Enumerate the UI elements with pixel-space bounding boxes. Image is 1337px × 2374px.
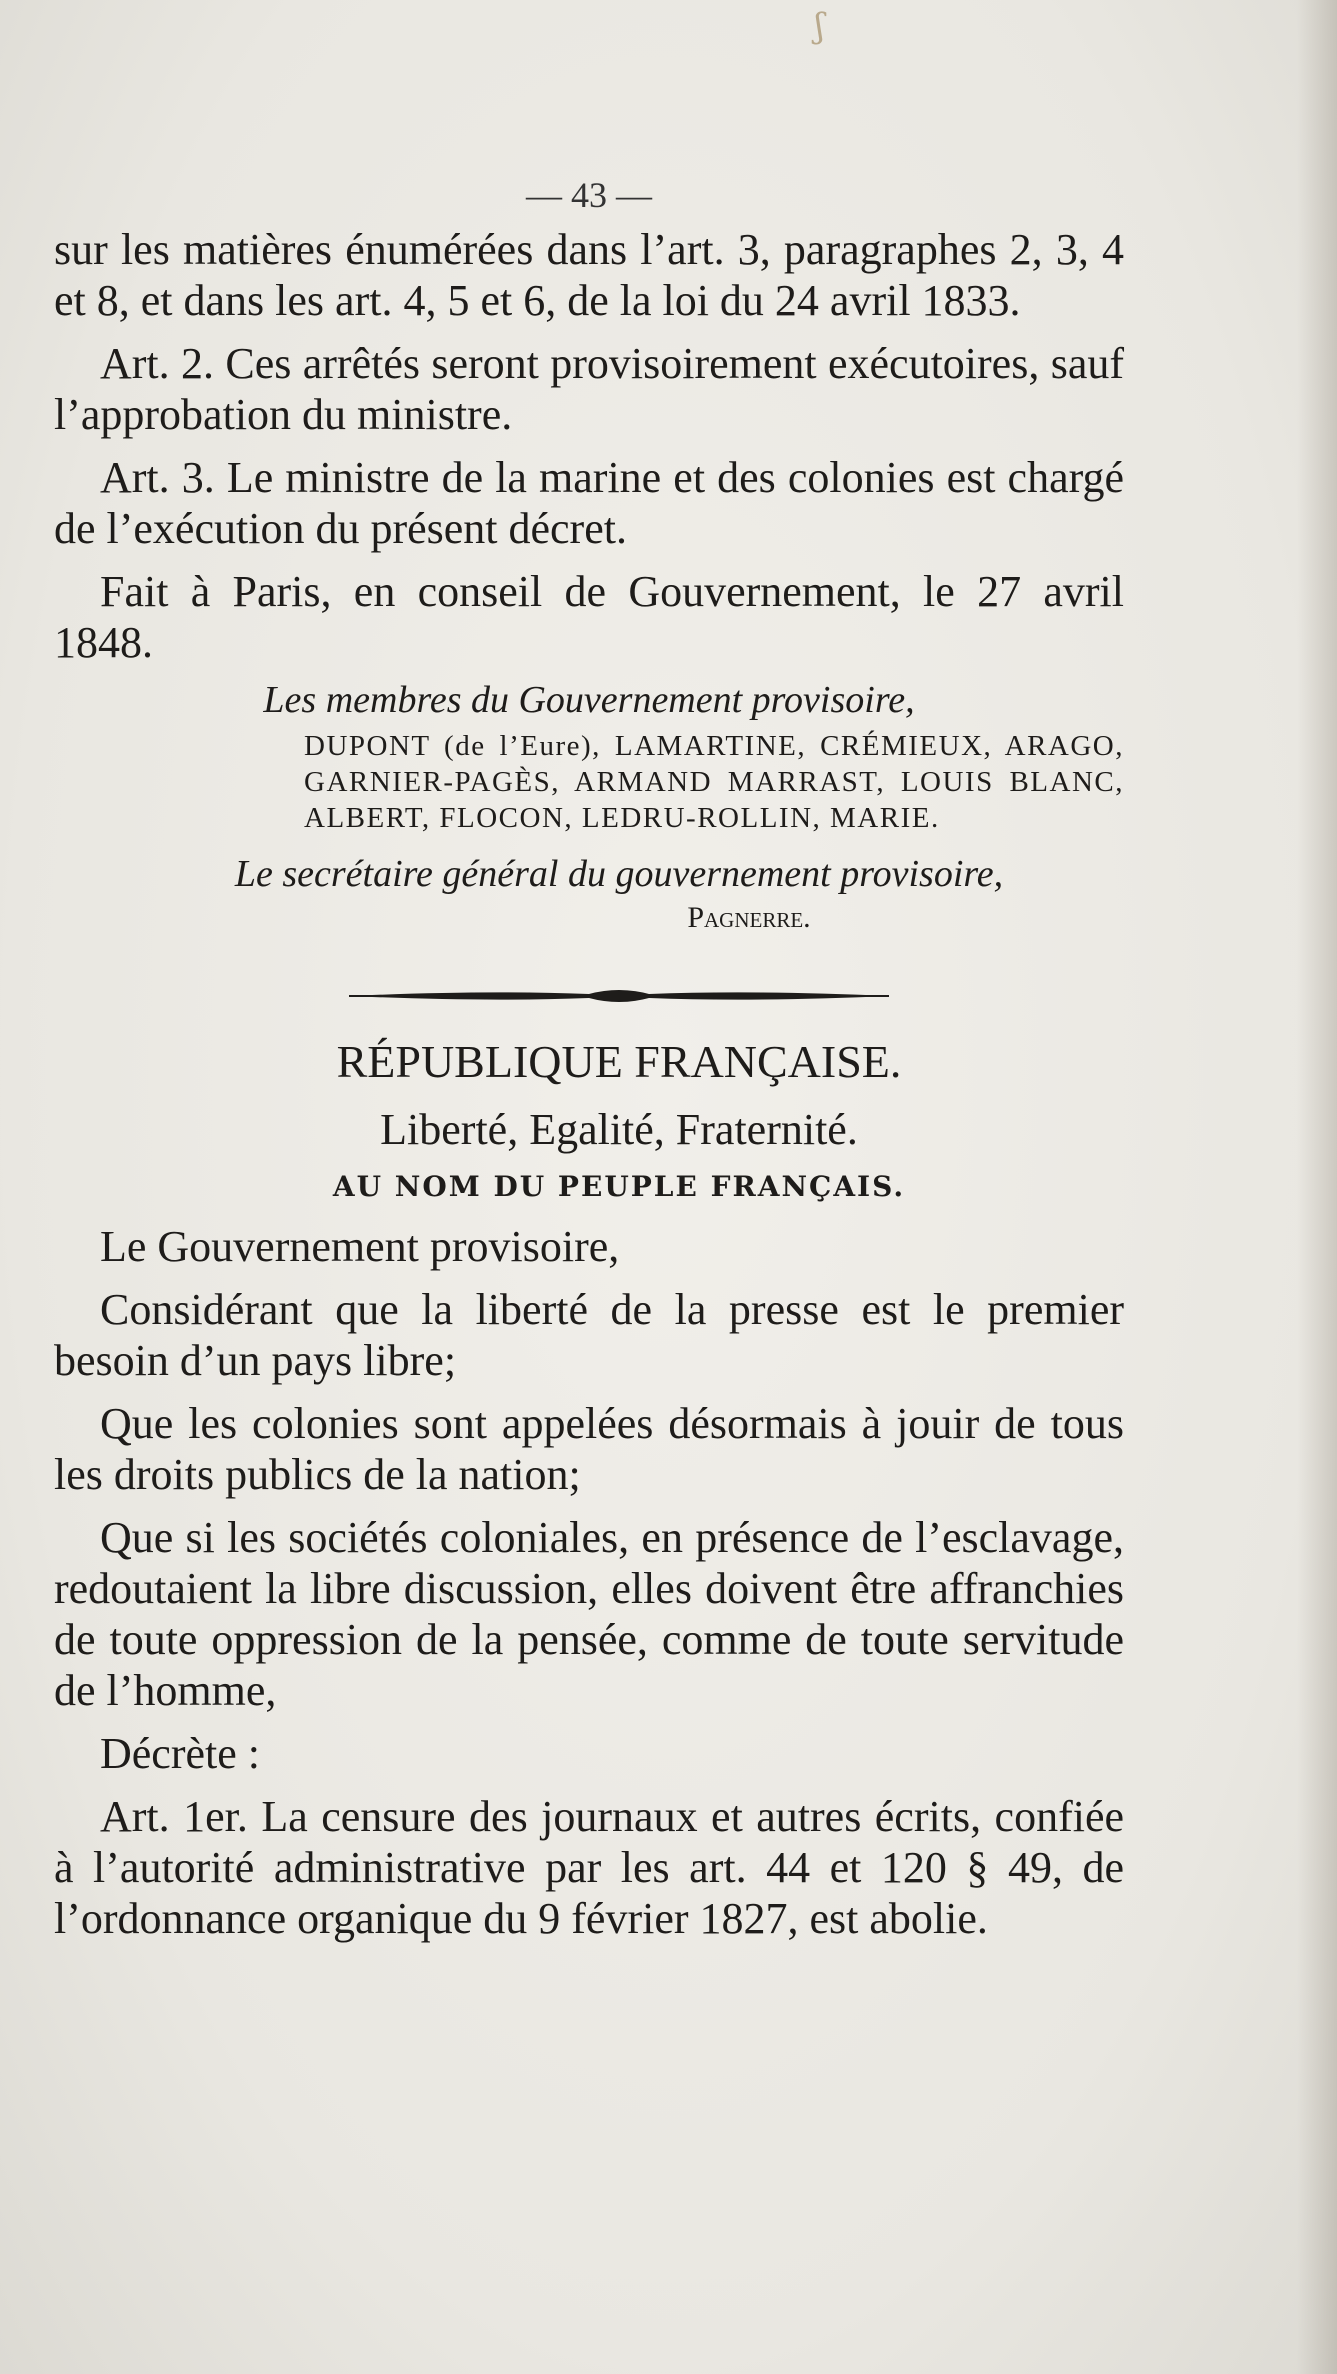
signatories-list: DUPONT (de l’Eure), LAMARTINE, CRÉMIEUX, ARAGO, GARNIER-PAGÈS, ARMAND MARRAST, LOUIS BLANC, ALBERT, FLOCON, LEDRU-ROLLIN, MARIE. bbox=[304, 730, 1124, 834]
decree-art-1: Art. 1er. La censure des journaux et autres écrits, confiée à l’autorité administrative par les art. 44 et 120 § 49, de l’ordonnance organique du 9 février 1827, est abolie. bbox=[54, 1792, 1124, 1943]
page-number: — 43 — bbox=[526, 175, 652, 215]
secretary-name: Pagnerre. bbox=[687, 901, 811, 934]
paragraph-art-3: Art. 3. Le ministre de la marine et des colonies est chargé de l’exécution du présent décret. bbox=[54, 453, 1124, 553]
paragraph-continuation: sur les matières énumérées dans l’art. 3, paragraphes 2, 3, 4 et 8, et dans les art. 4, 5 et 6, de la loi du 24 avril 1833. bbox=[54, 225, 1124, 325]
decree-decrete: Décrète : bbox=[100, 1729, 260, 1778]
paragraph-art-2: Art. 2. Ces arrêtés seront provisoirement exécutoires, sauf l’approbation du ministre. bbox=[54, 339, 1124, 439]
decree-societes: Que si les sociétés coloniales, en présence de l’esclavage, redoutaient la libre discussion, elles doivent être affranchies de toute oppression de la pensée, comme de toute servitude de l’homme, bbox=[54, 1513, 1124, 1715]
decree-colonies: Que les colonies sont appelées désormais à jouir de tous les droits publics de la nation; bbox=[54, 1399, 1124, 1499]
decree-title: RÉPUBLIQUE FRANÇAISE. bbox=[336, 1036, 902, 1087]
signatures-intro: Les membres du Gouvernement provisoire, bbox=[263, 679, 915, 721]
decree-nation-heading: AU NOM DU PEUPLE FRANÇAIS. bbox=[332, 1170, 906, 1203]
ornament-divider-icon bbox=[349, 986, 889, 1006]
paragraph-fait-a-paris: Fait à Paris, en conseil de Gouvernement, le 27 avril 1848. bbox=[54, 567, 1124, 667]
ornamental-rule bbox=[54, 966, 1124, 1017]
text-column bbox=[54, 170, 1124, 1944]
decree-motto: Liberté, Egalité, Fraternité. bbox=[380, 1105, 858, 1154]
decree-considerant: Considérant que la liberté de la presse est le premier besoin d’un pays libre; bbox=[54, 1285, 1124, 1385]
decree-preamble: Le Gouvernement provisoire, bbox=[100, 1222, 620, 1271]
corner-mark: ʃ bbox=[815, 6, 825, 46]
secretary-title: Le secrétaire général du gouvernement provisoire, bbox=[234, 853, 1004, 895]
